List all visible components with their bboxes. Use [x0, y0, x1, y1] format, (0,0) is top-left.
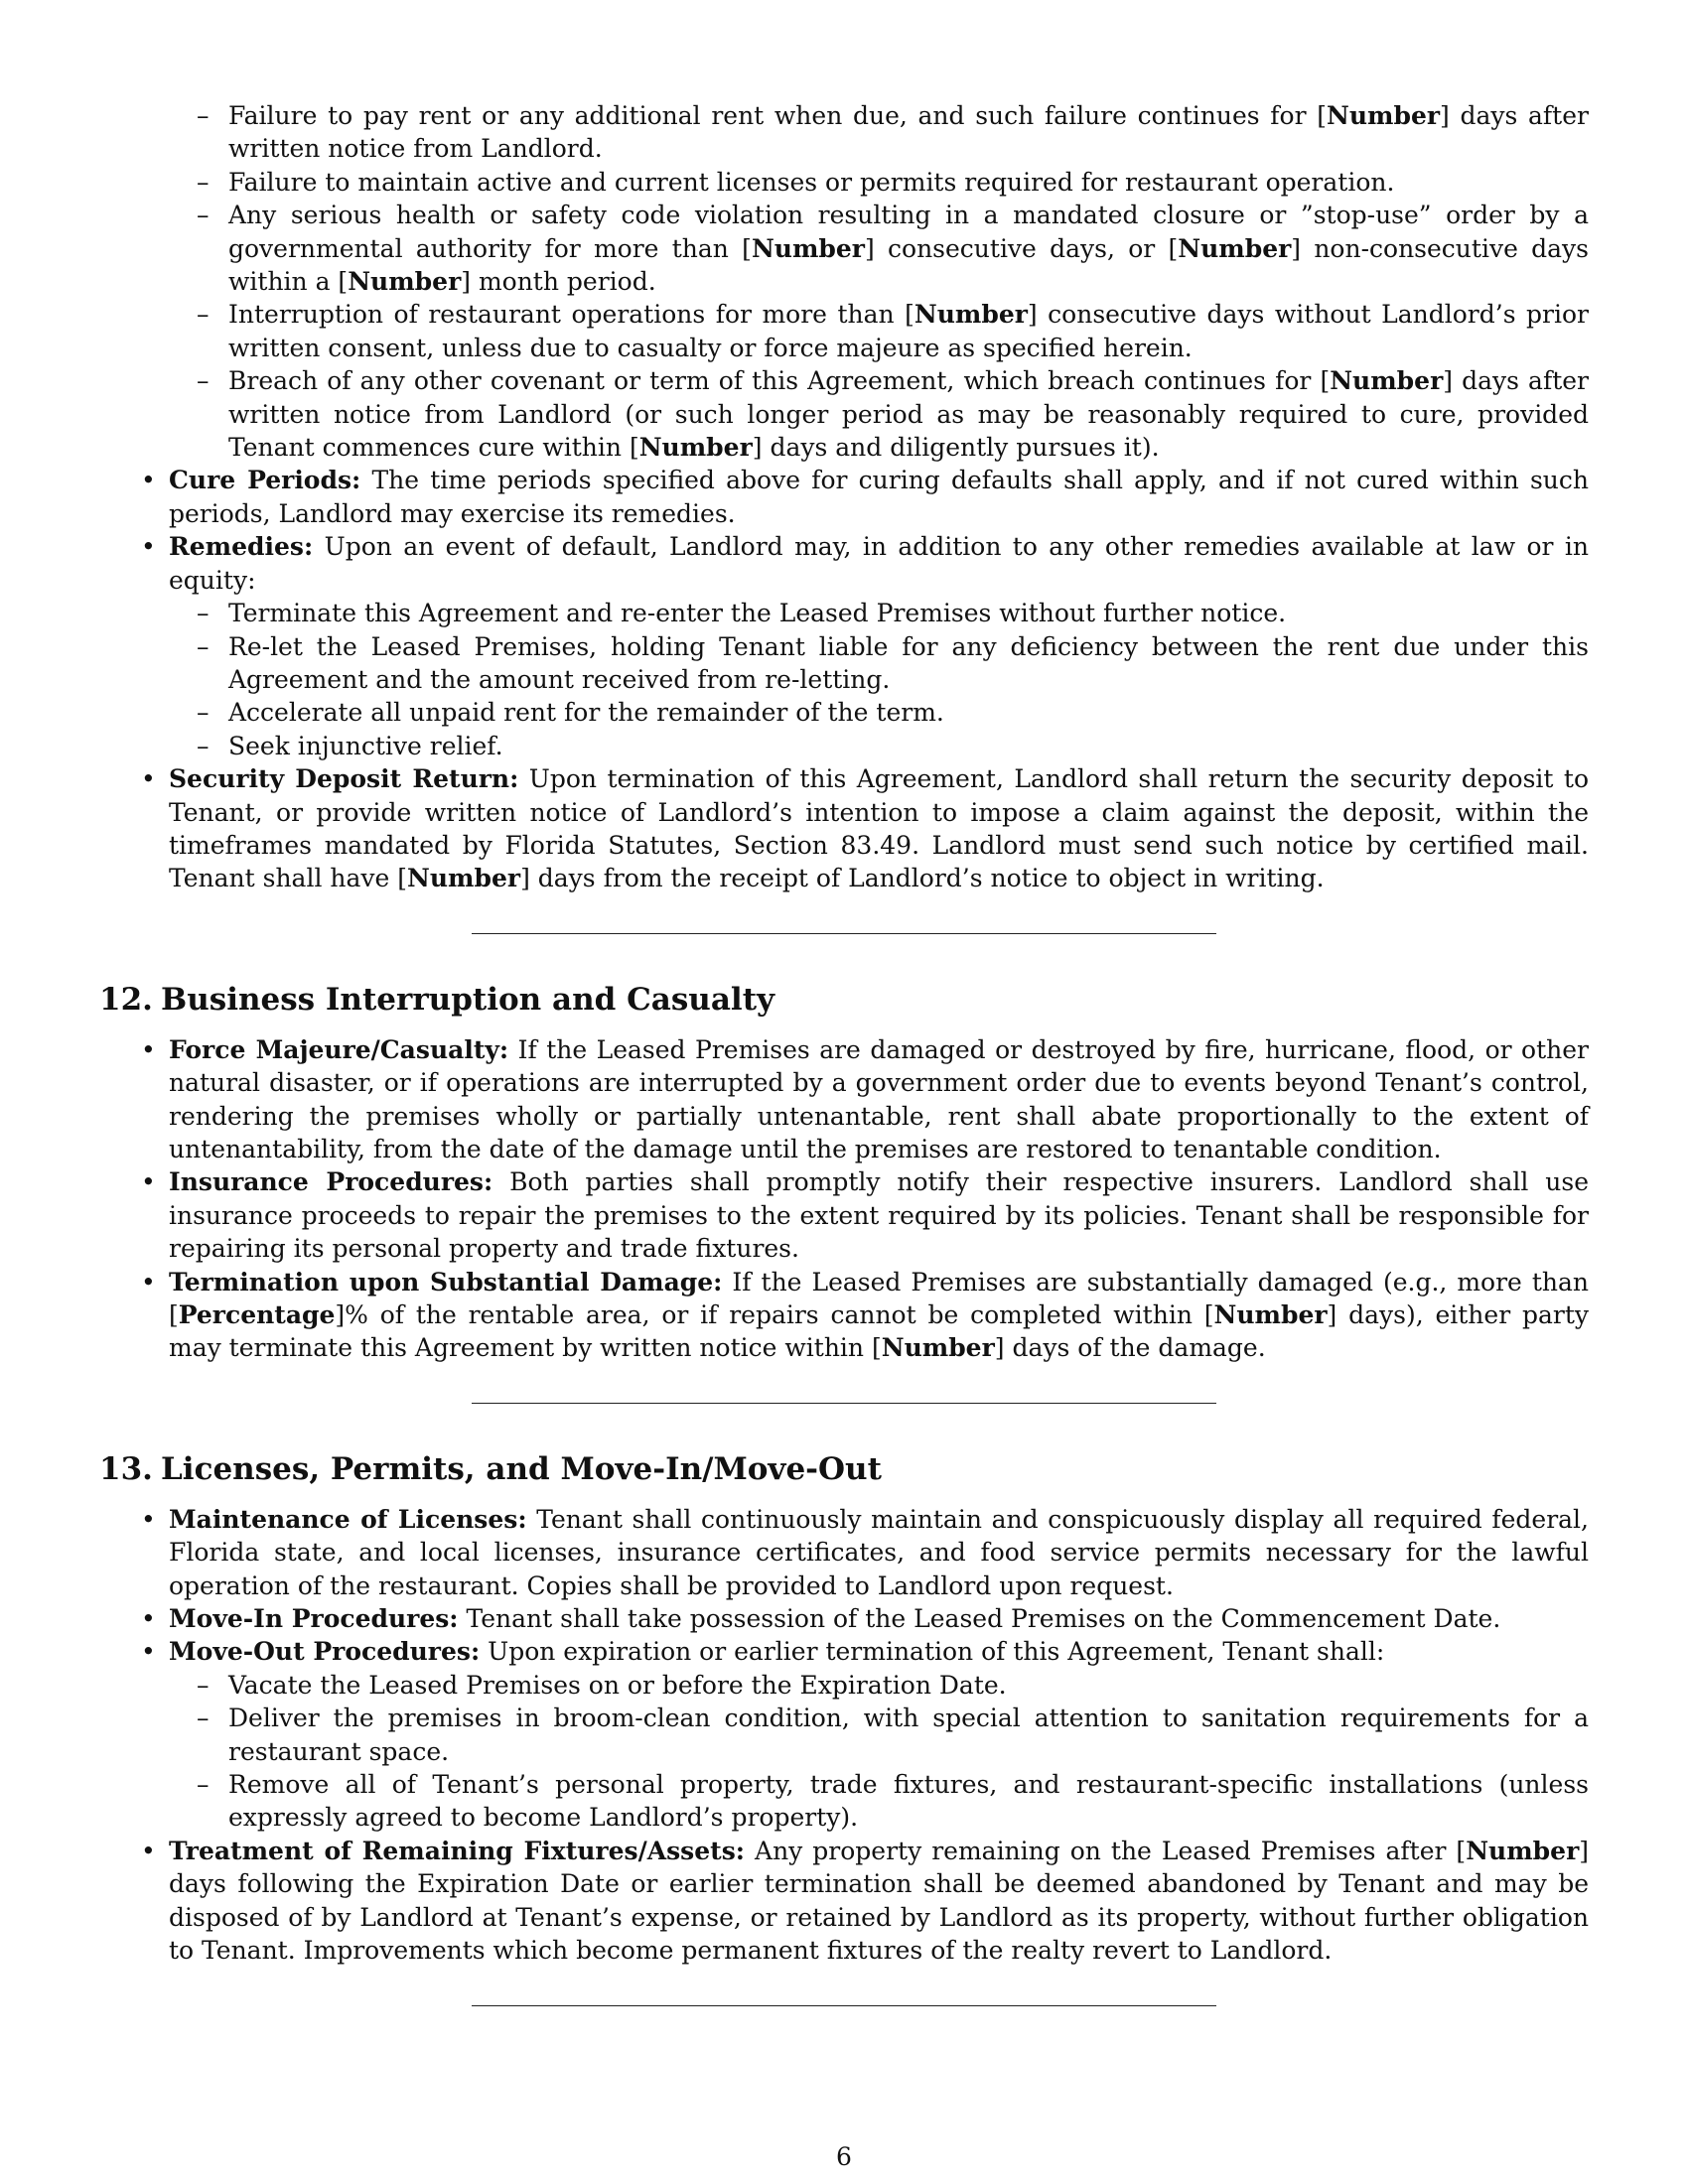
- move-out-step: – Vacate the Leased Premises on or before the Expiration Date.: [228, 1669, 1589, 1702]
- section-12-heading: 12. Business Interruption and Casualty: [99, 981, 775, 1018]
- remedy-item: – Terminate this Agreement and re-enter the Leased Premises without further notice.: [228, 597, 1589, 629]
- remaining-fixtures-item: • Treatment of Remaining Fixtures/Assets: Any property remaining on the Leased Premises after [Number] days following the Expiration Date or earlier termination shall be deemed abandoned by Tenant and may be disposed of by Landlord at Tenant’s expense, or retained by Landlord as its property, without further obligation to Tenant. Improvements which become permanent fixtures of the realty revert to Landlord.: [169, 1835, 1589, 1968]
- insurance-item: • Insurance Procedures: Both parties shall promptly notify their respective insurers. Landlord shall use insurance proceeds to repair the premises to the extent required by its policies. Tenant shall be responsible for repairing its personal property and trade fixtures.: [169, 1165, 1589, 1265]
- cure-periods-item: • Cure Periods: The time periods specified above for curing defaults shall apply, and if not cured within such periods, Landlord may exercise its remedies.: [169, 464, 1589, 530]
- default-event-item: – Interruption of restaurant operations for more than [Number] consecutive days without Landlord’s prior written consent, unless due to casualty or force majeure as specified herein.: [228, 298, 1589, 364]
- remedy-item: – Accelerate all unpaid rent for the remainder of the term.: [228, 696, 1589, 729]
- page-number: 6: [836, 2142, 852, 2171]
- move-in-item: • Move-In Procedures: Tenant shall take possession of the Leased Premises on the Commencement Date.: [169, 1602, 1589, 1635]
- move-out-step: – Remove all of Tenant’s personal property, trade fixtures, and restaurant-specific installations (unless expressly agreed to become Landlord’s property).: [228, 1768, 1589, 1835]
- remedies-list: [169, 597, 1589, 762]
- default-event-item: – Breach of any other covenant or term of this Agreement, which breach continues for [Number] days after written notice from Landlord (or such longer period as may be reasonably required to cure, provided Tenant commences cure within [Number] days and diligently pursues it).: [228, 364, 1589, 464]
- section-13-list: [99, 1503, 1589, 1968]
- section-12-list: [99, 1033, 1589, 1365]
- section-divider: [472, 2005, 1216, 2006]
- section-divider: [472, 1403, 1216, 1404]
- default-events-list: [99, 99, 1589, 464]
- force-majeure-item: • Force Majeure/Casualty: If the Leased Premises are damaged or destroyed by fire, hurricane, flood, or other natural disaster, or if operations are interrupted by a government order due to events beyond Tenant’s control, rendering the premises wholly or partially untenantable, rent shall abate proportionally to the extent of untenantability, from the date of the damage until the premises are restored to tenantable condition.: [169, 1033, 1589, 1166]
- default-event-item: – Any serious health or safety code violation resulting in a mandated closure or ”stop-use” order by a governmental authority for more than [Number] consecutive days, or [Number] non-consecutive days within a [Number] month period.: [228, 199, 1589, 298]
- default-event-item: – Failure to pay rent or any additional rent when due, and such failure continues for [Number] days after written notice from Landlord.: [228, 99, 1589, 166]
- remedy-item: – Re-let the Leased Premises, holding Tenant liable for any deficiency between the rent due under this Agreement and the amount received from re-letting.: [228, 630, 1589, 697]
- default-event-item: – Failure to maintain active and current licenses or permits required for restaurant operation.: [228, 166, 1589, 199]
- page-content: [99, 99, 1589, 2006]
- section-11-list: [99, 464, 1589, 894]
- remedies-item: • Remedies: Upon an event of default, Landlord may, in addition to any other remedies available at law or in equity: – Terminate this Agreement and re-enter the Leased Premises without further notice. – Re-let the Leased Premises, holding Tenant liable for any deficiency between the rent due under this Agreement and the amount received from re-letting. – Accelerate all unpaid rent for the remainder of the term. – Seek injunctive relief.: [169, 530, 1589, 762]
- licenses-item: • Maintenance of Licenses: Tenant shall continuously maintain and conspicuously display all required federal, Florida state, and local licenses, insurance certificates, and food service permits necessary for the lawful operation of the restaurant. Copies shall be provided to Landlord upon request.: [169, 1503, 1589, 1602]
- section-divider: [472, 933, 1216, 934]
- move-out-step: – Deliver the premises in broom-clean condition, with special attention to sanitation requirements for a restaurant space.: [228, 1702, 1589, 1768]
- move-out-list: [169, 1669, 1589, 1835]
- section-13-heading: 13. Licenses, Permits, and Move-In/Move-Out: [99, 1450, 882, 1487]
- remedy-item: – Seek injunctive relief.: [228, 730, 1589, 762]
- move-out-item: • Move-Out Procedures: Upon expiration or earlier termination of this Agreement, Tenant shall: – Vacate the Leased Premises on or before the Expiration Date. – Deliver the premises in broom-clean condition, with special attention to sanitation requirements for a restaurant space. – Remove all of Tenant’s personal property, trade fixtures, and restaurant-specific installations (unless expressly agreed to become Landlord’s property).: [169, 1635, 1589, 1834]
- security-deposit-item: • Security Deposit Return: Upon termination of this Agreement, Landlord shall return the security deposit to Tenant, or provide written notice of Landlord’s intention to impose a claim against the deposit, within the timeframes mandated by Florida Statutes, Section 83.49. Landlord must send such notice by certified mail. Tenant shall have [Number] days from the receipt of Landlord’s notice to object in writing.: [169, 762, 1589, 895]
- termination-item: • Termination upon Substantial Damage: If the Leased Premises are substantially damaged (e.g., more than [Percentage]% of the rentable area, or if repairs cannot be completed within [Number] days), either party may terminate this Agreement by written notice within [Number] days of the damage.: [169, 1266, 1589, 1365]
